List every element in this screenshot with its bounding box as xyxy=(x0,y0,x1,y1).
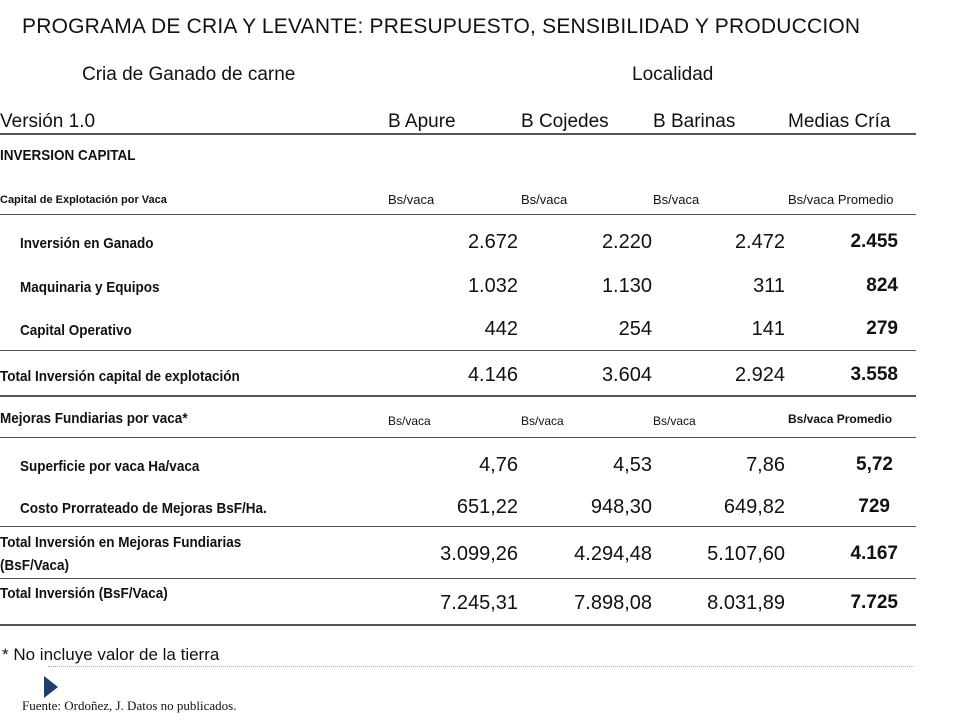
header-rule xyxy=(0,133,916,135)
cell-total-inversion-cojedes: 7.898,08 xyxy=(574,592,652,614)
grand-total-rule xyxy=(0,624,916,626)
arrow-bullet-icon xyxy=(44,676,58,698)
cell-maquinaria-media: 824 xyxy=(866,275,898,296)
row-label-ganado: Inversión en Ganado xyxy=(20,235,154,252)
localidad-header: Localidad xyxy=(632,64,714,85)
cell-operativo-media: 279 xyxy=(866,318,898,339)
cell-total-mejoras-media: 4.167 xyxy=(850,543,898,564)
row-label-capital-operativo: Capital Operativo xyxy=(20,322,132,339)
mejoras-units-rule xyxy=(0,437,916,438)
column-header-barinas: B Barinas xyxy=(653,111,736,132)
row-label-total-capital: Total Inversión capital de explotación xyxy=(0,368,240,385)
cell-costo-cojedes: 948,30 xyxy=(590,496,652,518)
cell-maquinaria-cojedes: 1.130 xyxy=(601,275,652,297)
unit-apure: Bs/vaca xyxy=(388,192,435,207)
unit-mejoras-apure: Bs/vaca xyxy=(388,414,431,428)
section-title-mejoras: Mejoras Fundiarias por vaca* xyxy=(0,410,188,427)
cell-total-mejoras-apure: 3.099,26 xyxy=(440,543,518,565)
cell-total-mejoras-cojedes: 4.294,48 xyxy=(574,543,652,565)
cell-total-capital-apure: 4.146 xyxy=(467,364,518,386)
total-mejoras-rule xyxy=(0,578,916,579)
dotted-divider xyxy=(48,666,914,667)
row-label-costo-mejoras: Costo Prorrateado de Mejoras BsF/Ha. xyxy=(20,500,267,517)
rows-rule xyxy=(0,350,916,351)
source-note: Fuente: Ordoñez, J. Datos no publicados. xyxy=(22,698,237,713)
cell-costo-media: 729 xyxy=(858,496,890,517)
cell-costo-barinas: 649,82 xyxy=(723,496,785,518)
cell-total-capital-media: 3.558 xyxy=(850,364,898,385)
column-header-apure: B Apure xyxy=(388,111,456,132)
cell-superficie-apure: 4,76 xyxy=(479,454,518,476)
unit-mejoras-barinas: Bs/vaca xyxy=(653,414,696,428)
unit-medias: Bs/vaca Promedio xyxy=(788,192,894,207)
page-title: PROGRAMA DE CRIA Y LEVANTE: PRESUPUESTO, SENSIBILIDAD Y PRODUCCION xyxy=(22,15,861,38)
cell-total-mejoras-barinas: 5.107,60 xyxy=(707,543,785,565)
column-header-cojedes: B Cojedes xyxy=(521,111,609,132)
cell-superficie-media: 5,72 xyxy=(856,454,893,475)
unit-mejoras-cojedes: Bs/vaca xyxy=(521,414,564,428)
cell-superficie-barinas: 7,86 xyxy=(746,454,785,476)
row-label-total-mejoras-line1: Total Inversión en Mejoras Fundiarias xyxy=(0,534,242,551)
mejoras-rows-rule xyxy=(0,526,916,527)
row-label-superficie: Superficie por vaca Ha/vaca xyxy=(20,458,200,475)
cell-total-inversion-apure: 7.245,31 xyxy=(440,592,518,614)
unit-barinas: Bs/vaca xyxy=(653,192,700,207)
cell-operativo-cojedes: 254 xyxy=(618,318,652,340)
total-capital-rule xyxy=(0,395,916,397)
row-label-total-inversion: Total Inversión (BsF/Vaca) xyxy=(0,585,168,602)
cell-operativo-apure: 442 xyxy=(484,318,518,340)
cell-costo-apure: 651,22 xyxy=(456,496,518,518)
cell-total-inversion-barinas: 8.031,89 xyxy=(707,592,785,614)
row-label-total-mejoras-line2: (BsF/Vaca) xyxy=(0,557,70,574)
units-rule xyxy=(0,214,916,215)
cell-total-capital-cojedes: 3.604 xyxy=(601,364,652,386)
cell-total-capital-barinas: 2.924 xyxy=(734,364,785,386)
cell-total-inversion-media: 7.725 xyxy=(850,592,898,613)
cell-ganado-media: 2.455 xyxy=(850,231,898,252)
cell-ganado-apure: 2.672 xyxy=(467,231,518,253)
cell-maquinaria-apure: 1.032 xyxy=(467,275,518,297)
program-name: Cria de Ganado de carne xyxy=(82,64,296,85)
cell-operativo-barinas: 141 xyxy=(751,318,785,340)
cell-ganado-barinas: 2.472 xyxy=(734,231,785,253)
cell-ganado-cojedes: 2.220 xyxy=(601,231,652,253)
cell-superficie-cojedes: 4,53 xyxy=(613,454,652,476)
cell-maquinaria-barinas: 311 xyxy=(753,275,785,297)
version-label: Versión 1.0 xyxy=(0,111,96,132)
column-header-medias: Medias Cría xyxy=(788,111,891,132)
section-subtitle-capital: Capital de Explotación por Vaca xyxy=(0,194,167,206)
unit-cojedes: Bs/vaca xyxy=(521,192,568,207)
section-title-inversion: INVERSION CAPITAL xyxy=(0,147,136,164)
row-label-maquinaria: Maquinaria y Equipos xyxy=(20,279,160,296)
unit-mejoras-medias: Bs/vaca Promedio xyxy=(788,412,893,426)
footnote: * No incluye valor de la tierra xyxy=(2,645,220,664)
